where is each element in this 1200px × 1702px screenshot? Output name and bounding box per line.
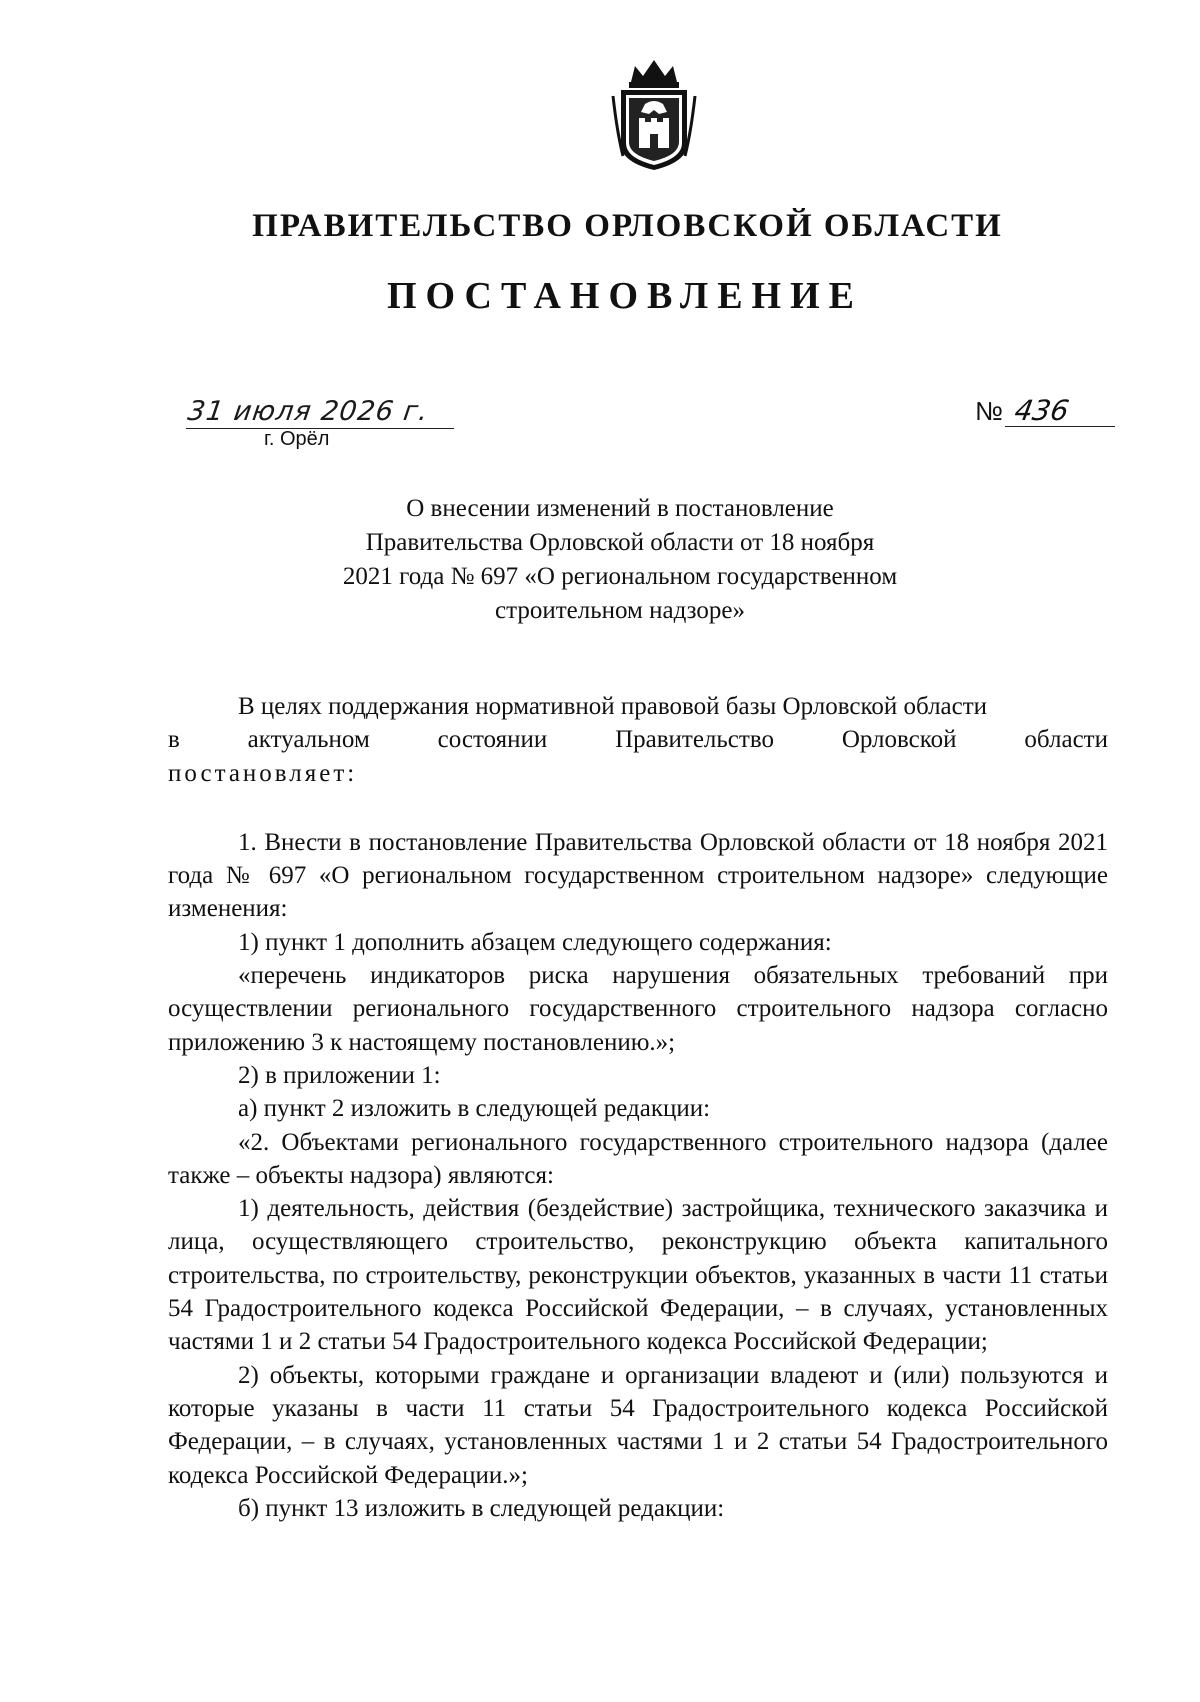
preamble-word: Орловской [841,726,957,754]
document-body [168,690,1108,1525]
preamble-word: актуальном [247,726,370,754]
paragraph-subitem: 2) объекты, которыми граждане и организации владеют и (или) пользуются и которые указаны в части 11 статьи 54 Градостроительного кодекса Российской Федерации, – в случаях, установленных частями 1 и 2 статьи 54 Градостроительного кодекса Российской Федерации.»; [168,1361,1108,1489]
paragraph-item-1: 1. Внести в постановление Правительства Орловской области от 18 ноября 2021 года № 697 «О региональном государственном строительном надзоре» следующие изменения: [168,828,1108,923]
handwritten-number: 436 [1012,394,1072,427]
paragraph-subitem: 1) пункт 1 дополнить абзацем следующего содержания: [238,928,832,956]
paragraph-quote: «2. Объектами регионального государственного строительного надзора (далее также – объекты надзора) являются: [168,1128,1108,1189]
coat-of-arms-icon [609,52,699,172]
paragraph-subitem: 2) в приложении 1: [238,1061,441,1089]
preamble-word: в [168,726,180,754]
number-underline [1005,426,1115,427]
paragraph-subitem: а) пункт 2 изложить в следующей редакции: [238,1095,711,1123]
paragraph-subitem: 1) деятельность, действия (бездействие) застройщика, технического заказчика и лица, осуществляющего строительство, реконструкцию объекта капитального строительства, по строительству, реконструкции объектов, указанных в части 11 статьи 54 Градостроительного кодекса Российской Федерации, – в случаях, установленных частями 1 и 2 статьи 54 Градостроительного кодекса Российской Федерации; [168,1195,1108,1356]
document-subject [0,492,1200,628]
preamble-word: Правительство [615,726,774,754]
number-sign: № [975,396,1003,426]
document-type-heading: ПОСТАНОВЛЕНИЕ [386,275,864,317]
organization-title: ПРАВИТЕЛЬСТВО ОРЛОВСКОЙ ОБЛАСТИ [252,208,1003,244]
subject-line: 2021 года № 697 «О региональном государственном [342,563,898,590]
subject-line: строительном надзоре» [495,597,745,624]
subject-line: О внесении изменений в постановление [406,495,834,522]
preamble-word: области [1024,726,1108,754]
subject-line: Правительства Орловской области от 18 ноября [365,529,875,556]
resolution-verb: постановляет: [168,759,358,787]
paragraph-subitem: б) пункт 13 изложить в следующей редакции: [238,1494,725,1522]
preamble-line: В целях поддержания нормативной правовой базы Орловской области [238,693,988,720]
preamble-line-justified [168,723,1108,756]
paragraph-quote: «перечень индикаторов риска нарушения обязательных требований при осуществлении регионального государственного строительного надзора согласно приложению 3 к настоящему постановлению.»; [168,962,1108,1056]
preamble-word: состоянии [437,726,548,754]
handwritten-date: 31 июля 2026 г. [185,396,431,427]
city-label: г. Орёл [264,428,330,450]
